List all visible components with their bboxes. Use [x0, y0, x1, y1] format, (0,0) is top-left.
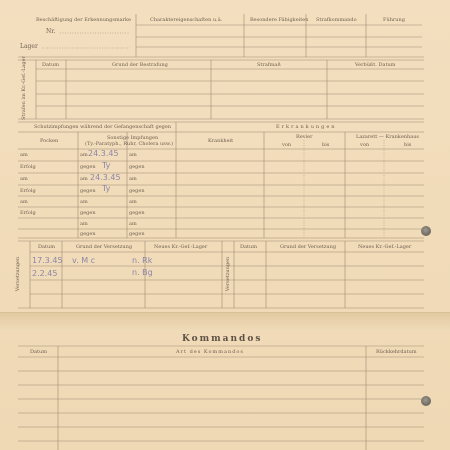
- impf-row-8-c2-label: gegen: [80, 231, 96, 237]
- fuehrung-header: Führung: [383, 17, 405, 23]
- impf-row-7-c2-label: am: [80, 221, 88, 227]
- impf-row-7-c3-label: am: [129, 221, 137, 227]
- impf-row-5-label: am: [20, 199, 28, 205]
- versetzungen-right-side-label: Versetzungen: [225, 256, 231, 292]
- sonstige-impfungen-header-1: Sonstige Impfungen: [107, 135, 159, 141]
- versetzungen-right-lager-header: Neues Kr.-Gef.-Lager: [358, 244, 412, 250]
- impf-row-1-label: am: [20, 152, 28, 158]
- impf-row-3-c2-value: 24.3.45: [90, 173, 121, 182]
- strafen-strafmass-header: Strafmaß: [257, 62, 281, 68]
- erkennungsmarke-header: Beschäftigung der Erkennungsmarke: [36, 17, 132, 23]
- impf-row-4-c3-label: gegen: [129, 188, 145, 194]
- versetzungen-side-label: Versetzungen: [15, 256, 21, 292]
- lazarett-bis: bis: [404, 142, 412, 148]
- punch-hole-upper: [421, 226, 431, 236]
- impf-row-1-c2-value: 24.3.45: [88, 149, 119, 158]
- impf-row-1-c3-label: am: [129, 152, 137, 158]
- impf-row-5-c2-label: am: [80, 199, 88, 205]
- impf-row-3-c2-label: am: [80, 176, 88, 182]
- charaktereigenschaften-header: Charaktereigenschaften u.ä.: [150, 17, 223, 23]
- kommandos-datum-header: Datum: [30, 349, 47, 355]
- impf-row-3-c3-label: am: [129, 176, 137, 182]
- kommandos-rueckkehr-header: Rückkehrdatum: [376, 349, 417, 355]
- versetzungen-right-grund-header: Grund der Versetzung: [280, 244, 337, 250]
- strafen-verbuesst-header: Verbüßt. Datum: [355, 62, 396, 68]
- impf-row-2-c2-value: Ty: [102, 161, 111, 170]
- impf-row-1-c2-label: am: [80, 152, 88, 158]
- revier-von: von: [282, 142, 292, 148]
- impf-row-6-c3-label: gegen: [129, 210, 145, 216]
- impf-row-6-label: Erfolg: [20, 210, 36, 216]
- impf-row-6-c2-label: gegen: [80, 210, 96, 216]
- sonstige-impfungen-header-2: (Ty.-Paratyph., Ruhr, Cholera usw.): [85, 141, 174, 147]
- impf-row-4-c2-value: Ty: [102, 184, 111, 193]
- erkrankungen-title: Erkrankungen: [276, 124, 337, 130]
- faehigkeiten-header: Besondere Fähigkeiten: [250, 17, 309, 23]
- strafen-grund-header: Grund der Bestrafung: [112, 62, 168, 68]
- versetzung-2-datum: 2.2.45: [32, 269, 58, 278]
- impf-row-2-label: Erfolg: [20, 164, 36, 170]
- schutzimpfungen-title: Schutzimpfungen während der Gefangenschaft gegen: [34, 124, 172, 130]
- versetzungen-datum-header: Datum: [38, 244, 55, 250]
- impf-row-2-c2-label: gegen: [80, 164, 96, 170]
- versetzung-1-grund: v. M c: [72, 256, 96, 265]
- kommandos-title: Kommandos: [182, 334, 263, 344]
- pocken-header: Pocken: [40, 138, 59, 144]
- versetzungen-lager-header: Neues Kr.-Gef.-Lager: [154, 244, 208, 250]
- kommandos-art-header: Art des Kommandos: [176, 349, 244, 355]
- strafen-datum-header: Datum: [42, 62, 59, 68]
- versetzung-1-lager: n. Rk: [132, 256, 153, 265]
- krankheit-header: Krankheit: [208, 138, 234, 144]
- lazarett-header: Lazarett — Krankenhaus: [356, 134, 419, 140]
- versetzung-2-lager: n. Bg: [132, 268, 153, 277]
- versetzungen-grund-header: Grund der Versetzung: [76, 244, 133, 250]
- lager-label: Lager: [20, 43, 38, 50]
- impf-row-2-c3-label: gegen: [129, 164, 145, 170]
- revier-bis: bis: [322, 142, 330, 148]
- impf-row-5-c3-label: am: [129, 199, 137, 205]
- revier-header: Revier: [296, 134, 313, 140]
- lazarett-von: von: [360, 142, 370, 148]
- versetzung-1-datum: 17.3.45: [32, 256, 63, 265]
- strafen-side-label: Strafen im Kr.-Gef.-Lager: [21, 56, 27, 120]
- impf-row-8-c3-label: gegen: [129, 231, 145, 237]
- impf-row-3-label: am: [20, 176, 28, 182]
- versetzungen-right-datum-header: Datum: [240, 244, 257, 250]
- impf-row-4-c2-label: gegen: [80, 188, 96, 194]
- card-fold-divider: [0, 312, 450, 331]
- nr-label: Nr.: [46, 28, 56, 35]
- impf-row-4-label: Erfolg: [20, 188, 36, 194]
- strafkommando-header: Strafkommando: [316, 17, 357, 23]
- punch-hole-lower: [421, 396, 431, 406]
